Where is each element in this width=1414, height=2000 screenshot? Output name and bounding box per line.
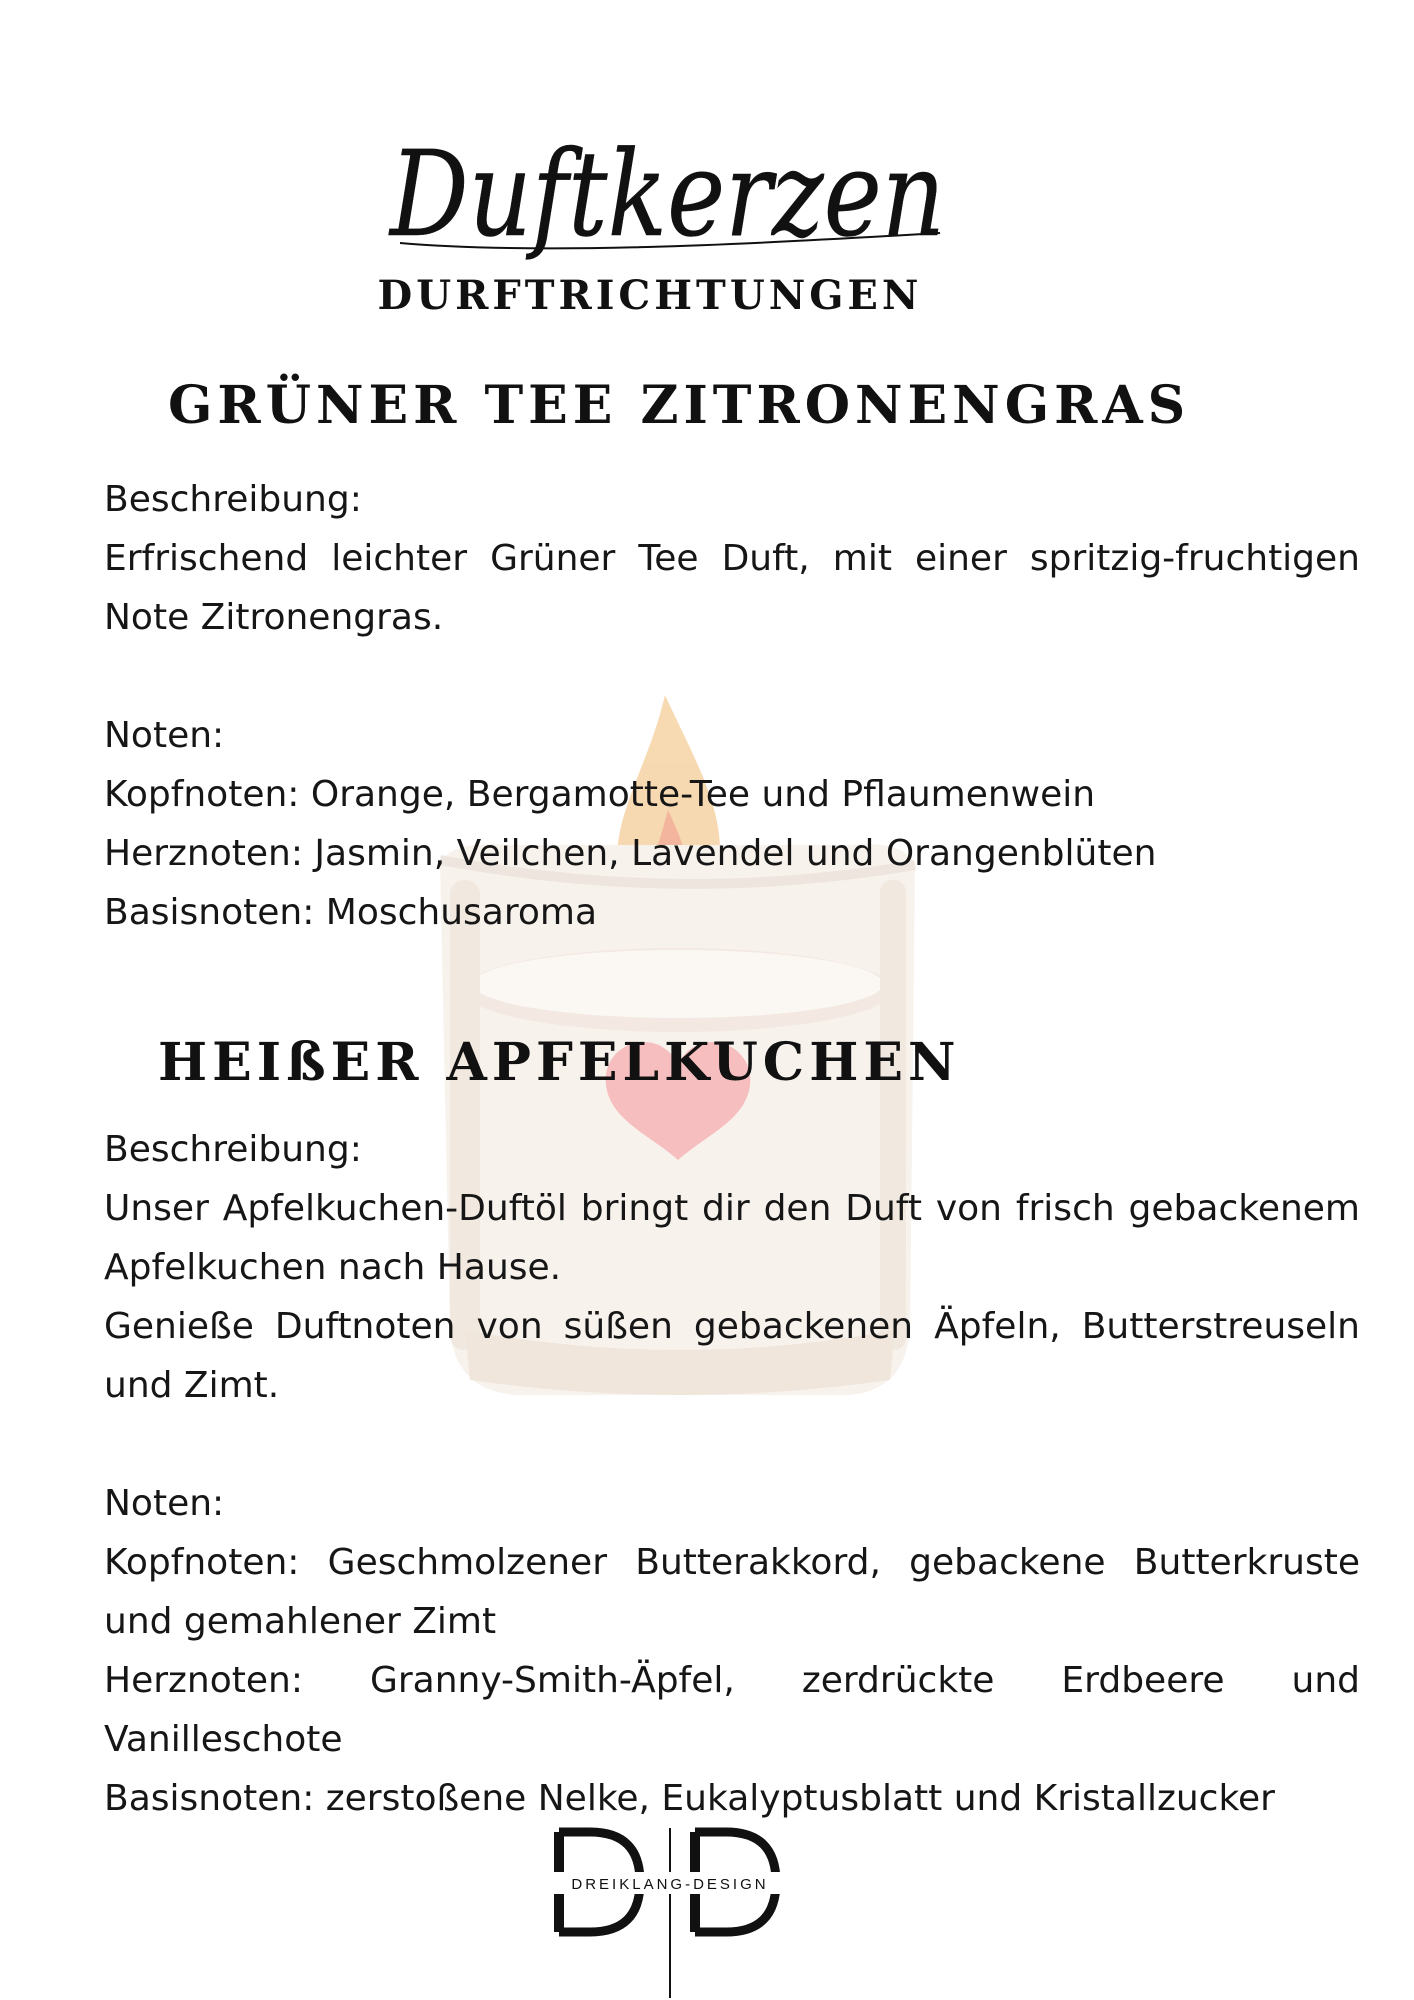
notes-block-2 — [104, 1474, 1360, 1828]
description-block-1 — [104, 470, 1360, 647]
note-line: Kopfnoten: Orange, Bergamotte-Tee und Pflaumenwein — [104, 774, 1096, 815]
description-label-2: Beschreibung: — [104, 1129, 362, 1170]
description-text-2: Unser Apfelkuchen-Duftöl bringt dir den Duft von frisch gebackenem Apfelkuchen nach Hause. — [104, 1188, 1360, 1288]
notes-block-1 — [104, 706, 1360, 942]
note-line: Kopfnoten: Geschmolzener Butterakkord, gebackene Butterkruste und gemahlener Zimt — [104, 1542, 1360, 1642]
note-line: Herznoten: Jasmin, Veilchen, Lavendel und Orangenblüten — [104, 833, 1157, 874]
section-title-1: GRÜNER TEE ZITRONENGRAS — [168, 375, 1191, 436]
description-text-2b: Genieße Duftnoten von süßen gebackenen Äpfeln, Butterstreuseln und Zimt. — [104, 1306, 1360, 1406]
brand-logo — [540, 1820, 800, 2000]
description-text-1: Erfrischend leichter Grüner Tee Duft, mit einer spritzig-fruchtigen Note Zitronengras. — [104, 538, 1360, 638]
note-line: Basisnoten: Moschusaroma — [104, 892, 598, 933]
logo-text: DREIKLANG-DESIGN — [571, 1876, 769, 1893]
script-title-text: Duftkerzen — [388, 125, 945, 263]
description-label-1: Beschreibung: — [104, 479, 362, 520]
section-title-2: HEIßER APFELKUCHEN — [158, 1032, 961, 1093]
note-line: Herznoten: Granny-Smith-Äpfel, zerdrückte Erdbeere und Vanilleschote — [104, 1660, 1360, 1760]
note-line: Basisnoten: zerstoßene Nelke, Eukalyptusblatt und Kristallzucker — [104, 1778, 1275, 1819]
script-title — [380, 95, 960, 295]
page-subtitle: DURFTRICHTUNGEN — [377, 272, 923, 319]
description-block-2 — [104, 1120, 1360, 1415]
notes-label-2: Noten: — [104, 1483, 225, 1524]
notes-label-1: Noten: — [104, 715, 225, 756]
